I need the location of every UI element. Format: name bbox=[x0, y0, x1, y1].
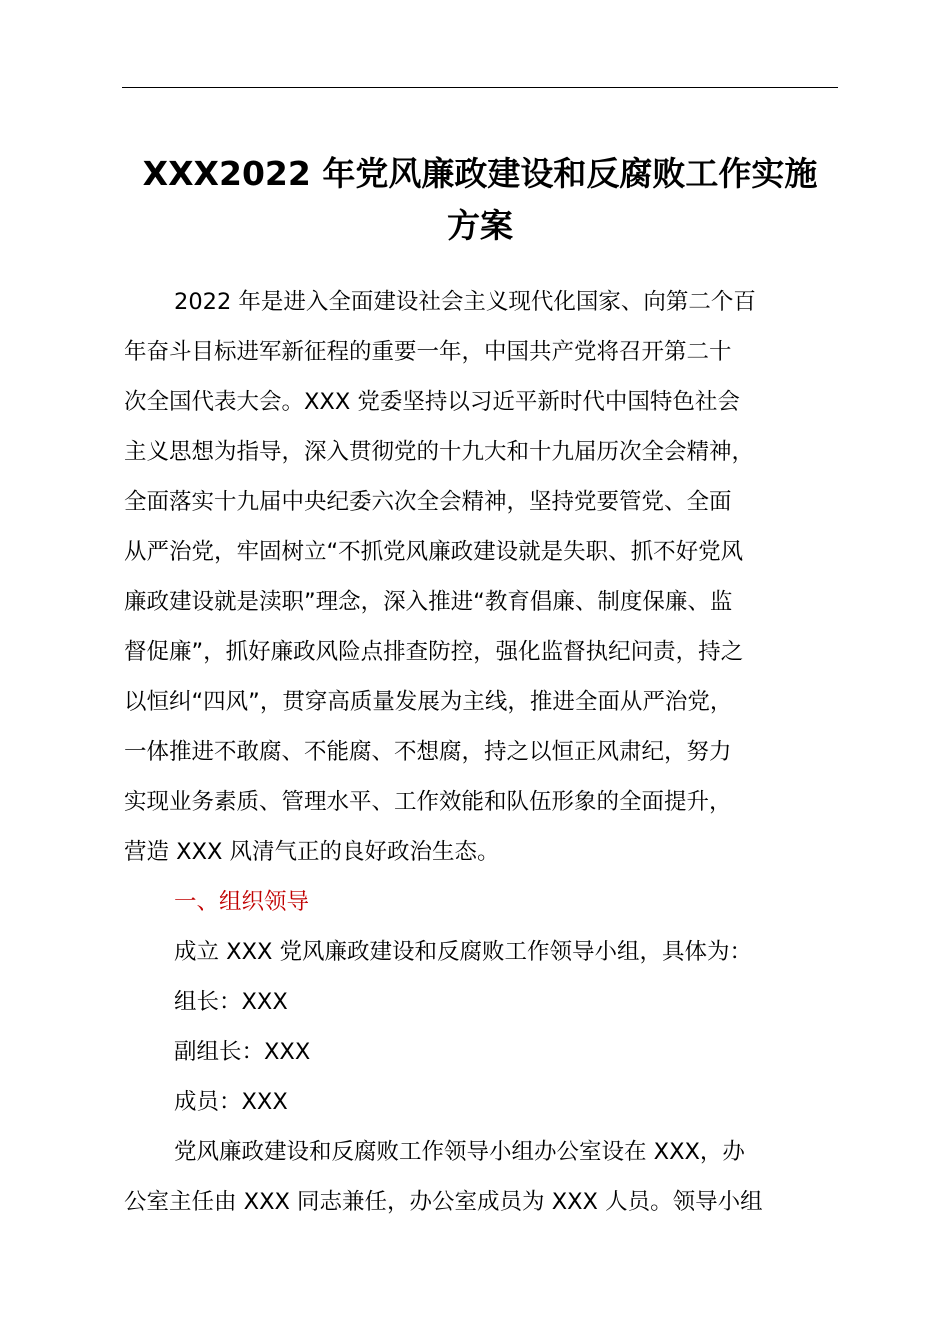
members-line: 成员：XXX bbox=[174, 1089, 288, 1115]
intro-paragraph bbox=[124, 277, 844, 877]
intro-line-4: 主义思想为指导，深入贯彻党的十九大和十九届历次全会精神， bbox=[124, 439, 755, 465]
intro-line-12: 营造 XXX 风清气正的良好政治生态。 bbox=[124, 839, 500, 865]
intro-line-10: 一体推进不敢腐、不能腐、不想腐，持之以恒正风肃纪，努力 bbox=[124, 739, 732, 765]
leader-line: 组长：XXX bbox=[174, 989, 288, 1015]
office-line-1: 党风廉政建设和反腐败工作领导小组办公室设在 XXX，办 bbox=[174, 1139, 745, 1165]
title-line-1: XXX2022 年党风廉政建设和反腐败工作实施 bbox=[142, 154, 818, 193]
deputy-leader-line: 副组长：XXX bbox=[174, 1039, 311, 1065]
intro-line-6: 从严治党，牢固树立“不抓党风廉政建设就是失职、抓不好党风 bbox=[124, 539, 744, 565]
intro-line-5: 全面落实十九届中央纪委六次全会精神，坚持党要管党、全面 bbox=[124, 489, 732, 515]
intro-line-11: 实现业务素质、管理水平、工作效能和队伍形象的全面提升， bbox=[124, 789, 732, 815]
office-paragraph bbox=[124, 1127, 844, 1227]
title-line-2: 方案 bbox=[447, 206, 513, 245]
section-1-heading-row bbox=[124, 877, 844, 927]
office-line-2: 公室主任由 XXX 同志兼任，办公室成员为 XXX 人员。领导小组 bbox=[124, 1189, 763, 1215]
document-title bbox=[118, 148, 842, 252]
intro-line-2: 年奋斗目标进军新征程的重要一年，中国共产党将召开第二十 bbox=[124, 339, 732, 365]
intro-line-3: 次全国代表大会。XXX 党委坚持以习近平新时代中国特色社会 bbox=[124, 389, 740, 415]
header-rule bbox=[122, 87, 838, 88]
intro-line-7: 廉政建设就是渎职”理念，深入推进“教育倡廉、制度保廉、监 bbox=[124, 589, 733, 615]
section-1-heading: 一、组织领导 bbox=[174, 889, 310, 915]
section-1-line-1: 成立 XXX 党风廉政建设和反腐败工作领导小组，具体为： bbox=[174, 939, 753, 965]
intro-line-1: 2022 年是进入全面建设社会主义现代化国家、向第二个百 bbox=[174, 289, 756, 315]
document-body bbox=[124, 277, 844, 1227]
section-1-content bbox=[124, 927, 844, 1127]
intro-line-8: 督促廉”，抓好廉政风险点排查防控，强化监督执纪问责，持之 bbox=[124, 639, 744, 665]
intro-line-9: 以恒纠“四风”，贯穿高质量发展为主线，推进全面从严治党， bbox=[124, 689, 733, 715]
